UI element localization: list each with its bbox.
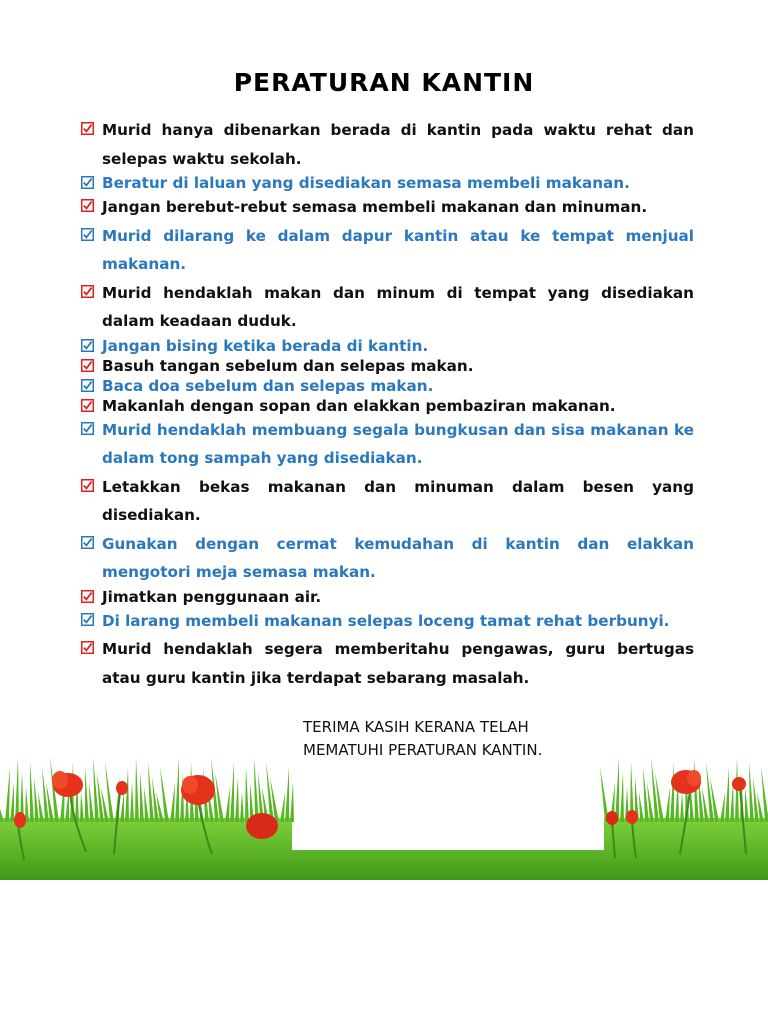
checkbox-checked-icon xyxy=(81,199,94,212)
checkbox-checked-icon xyxy=(81,285,94,298)
rule-text: Jangan berebut-rebut semasa membeli makanan dan minuman. xyxy=(102,198,648,216)
rule-item xyxy=(80,530,694,587)
rule-text: Murid hanya dibenarkan berada di kantin pada waktu rehat dan selepas waktu sekolah. xyxy=(102,121,694,168)
rule-item xyxy=(80,396,694,416)
rule-item xyxy=(80,416,694,473)
rule-item xyxy=(80,587,694,607)
rule-text: Makanlah dengan sopan dan elakkan pembaziran makanan. xyxy=(102,396,616,415)
rule-item xyxy=(80,193,694,222)
grass-flowers-decoration xyxy=(0,730,768,890)
checkbox-checked-icon xyxy=(81,536,94,549)
rule-item xyxy=(80,279,694,336)
rule-text: Murid hendaklah segera memberitahu pengawas, guru bertugas atau guru kantin jika terdapat sebarang masalah. xyxy=(102,640,694,687)
checkbox-checked-icon xyxy=(81,399,94,412)
rule-item xyxy=(80,356,694,376)
checkbox-checked-icon xyxy=(81,641,94,654)
rule-text: Jimatkan penggunaan air. xyxy=(102,587,322,606)
rules-list xyxy=(80,116,694,692)
rule-text: Letakkan bekas makanan dan minuman dalam besen yang disediakan. xyxy=(102,477,694,524)
closing-line-2: MEMATUHI PERATURAN KANTIN. xyxy=(303,741,543,759)
checkbox-checked-icon xyxy=(81,479,94,492)
rule-text: Basuh tangan sebelum dan selepas makan. xyxy=(102,356,474,375)
checkbox-checked-icon xyxy=(81,228,94,241)
rule-text: Baca doa sebelum dan selepas makan. xyxy=(102,376,434,395)
rule-text: Di larang membeli makanan selepas loceng tamat rehat berbunyi. xyxy=(102,611,670,630)
checkbox-checked-icon xyxy=(81,176,94,189)
rule-item xyxy=(80,635,694,692)
rule-item xyxy=(80,336,694,356)
rule-text: Murid hendaklah membuang segala bungkusan dan sisa makanan ke dalam tong sampah yang disediakan. xyxy=(102,420,694,467)
rule-text: Murid dilarang ke dalam dapur kantin atau ke tempat menjual makanan. xyxy=(102,226,694,273)
rule-item xyxy=(80,116,694,173)
checkbox-checked-icon xyxy=(81,339,94,352)
checkbox-checked-icon xyxy=(81,359,94,372)
checkbox-checked-icon xyxy=(81,122,94,135)
checkbox-checked-icon xyxy=(81,379,94,392)
rule-item xyxy=(80,473,694,530)
rule-item xyxy=(80,173,694,193)
rule-text: Gunakan dengan cermat kemudahan di kantin dan elakkan mengotori meja semasa makan. xyxy=(102,534,694,581)
rule-item xyxy=(80,222,694,279)
rule-item xyxy=(80,607,694,636)
rule-item xyxy=(80,376,694,396)
checkbox-checked-icon xyxy=(81,613,94,626)
rule-text: Murid hendaklah makan dan minum di tempat yang disediakan dalam keadaan duduk. xyxy=(102,283,694,330)
flower-icon xyxy=(246,813,278,839)
rule-text: Jangan bising ketika berada di kantin. xyxy=(102,336,429,355)
page-title: PERATURAN KANTIN xyxy=(233,68,535,97)
checkbox-checked-icon xyxy=(81,590,94,603)
closing-line-1: TERIMA KASIH KERANA TELAH xyxy=(303,718,529,736)
rule-text: Beratur di laluan yang disediakan semasa membeli makanan. xyxy=(102,174,630,192)
checkbox-checked-icon xyxy=(81,422,94,435)
